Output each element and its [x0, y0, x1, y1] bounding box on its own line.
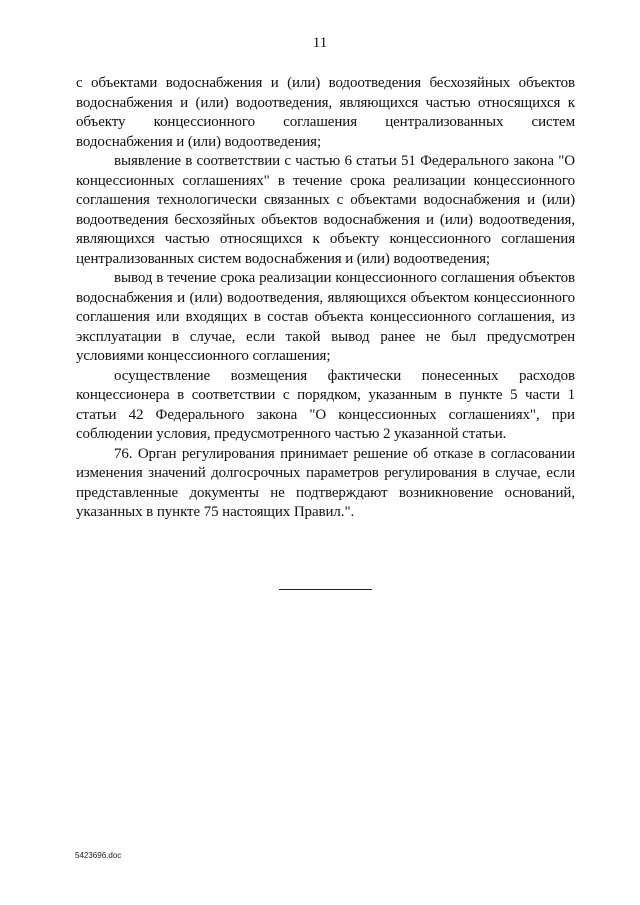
end-of-text-rule: [279, 589, 372, 590]
document-body: [76, 74, 575, 523]
paragraph-continuation: с объектами водоснабжения и (или) водоотведения бесхозяйных объектов водоснабжения и (или) водоотведения, являющихся частью относящихся к объекту концессионного соглашения централизованных систем водоснабжения и (или) водоотведения;: [76, 75, 575, 150]
paragraph-compensation: осуществление возмещения фактически понесенных расходов концессионера в соответствии с порядком, указанным в пункте 5 части 1 статьи 42 Федерального закона "О концессионных соглашениях", при соблюдении условия, предусмотренного частью 2 указанной статьи.: [76, 367, 575, 442]
paragraph-clause-76: 76. Орган регулирования принимает решение об отказе в согласовании изменения значений долгосрочных параметров регулирования в случае, если представленные документы не подтверждают возникновение оснований, указанных в пункте 75 настоящих Правил.".: [76, 445, 575, 520]
paragraph-identification: выявление в соответствии с частью 6 статьи 51 Федерального закона "О концессионных соглашениях" в течение срока реализации концессионного соглашения технологически связанных с объектами водоснабжения и (или) водоотведения бесхозяйных объектов водоснабжения и (или) водоотведения, являющихся частью относящихся к объекту концессионного соглашения централизованных систем водоснабжения и (или) водоотведения;: [76, 153, 575, 267]
footer-file-name: 5423696.doc: [75, 851, 122, 860]
page-number: 11: [312, 35, 328, 51]
paragraph-decommissioning: вывод в течение срока реализации концессионного соглашения объектов водоснабжения и (или) водоотведения, являющихся объектом концессионного соглашения или входящих в состав объекта концессионного соглашения, из эксплуатации в случае, если такой вывод ранее не был предусмотрен условиями концессионного соглашения;: [76, 270, 575, 364]
